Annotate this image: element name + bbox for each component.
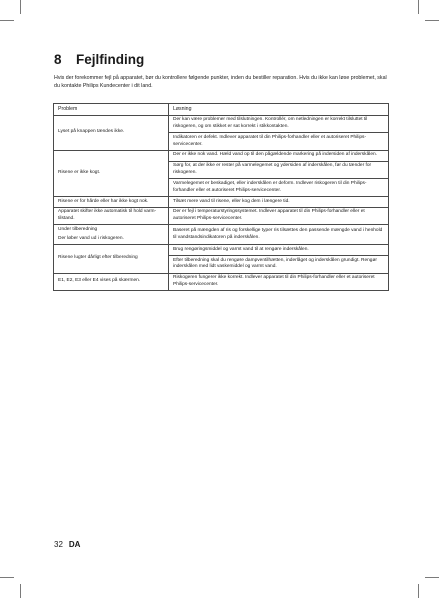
problem-cell <box>54 115 169 150</box>
crop-mark <box>425 20 439 21</box>
table-row <box>54 150 389 161</box>
crop-mark <box>0 577 14 578</box>
intro-paragraph: Hvis der forekommer fejl på apparatet, bør du kontrollere følgende punkter, inden du bestiller reparation. Hvis du ikke kan løse problemet, skal du kontakte Philips Kundecenter i dit land. <box>54 75 387 90</box>
language-code: DA <box>68 540 81 549</box>
problem-text: Risene er for hårde eller har ikke kogt nok. <box>58 198 149 204</box>
problem-cell <box>54 196 169 207</box>
problem-text: Under tilberedning <box>58 227 98 233</box>
solution-cell: Brug rengøringsmiddel og varmt vand til at rengøre inderskålen. <box>169 245 389 256</box>
problem-text: Risene lugter dårligt efter tilberedning <box>58 255 138 261</box>
section-number: 8 <box>54 52 62 67</box>
troubleshooting-table <box>53 103 389 291</box>
crop-mark <box>20 584 21 598</box>
problem-text: E1, E2, E3 eller E4 vises på skærmen. <box>58 278 141 284</box>
solution-cell: Der er fejl i temperaturstyringssystemet. Indlever apparatet til din Philips-forhandler eller et autoriseret Philips-servicecenter. <box>169 207 389 225</box>
solution-cell: Riskogeren fungerer ikke korrekt. Indlever apparatet til din Philips-forhandler eller et autoriseret Philips-servicecenter. <box>169 273 389 291</box>
section-title: Fejlfinding <box>76 52 145 67</box>
problem-text: Apparatet skifter ikke automatisk til hold varm-tilstand. <box>58 209 157 222</box>
problem-text: Risene er ikke kogt. <box>58 170 101 176</box>
solution-cell: Indikatoren er defekt. Indlever apparatet til din Philips-forhandler eller et autoriseret Philips-servicecenter. <box>169 133 389 151</box>
solution-cell: Sørg for, at der ikke er rester på varmelegemet og ydersiden af inderskålen, før du tænder for riskogeren. <box>169 161 389 179</box>
table-row <box>54 207 389 225</box>
solution-cell: Baseret på mængden af ris og forskellige typer ris tilsættes den passende mængde vand i henhold til vandstandsindikatoren på inderskålen. <box>169 225 389 245</box>
crop-mark <box>425 577 439 578</box>
solution-cell: Der kan være problemer med tilslutningen. Kontrollér, om netledningen er korrekt tilsluttet til riskogeren, og om stikket er sat korrekt i stikkontakten. <box>169 115 389 133</box>
solution-cell: Varmelegemet er beskadiget, eller inderskålen er deform. Indlever riskogeren til din Philips-forhandler eller et autoriseret Philips-servicecenter. <box>169 179 389 197</box>
table-row <box>54 115 389 133</box>
page-number: 32 <box>54 540 63 549</box>
table-row <box>54 245 389 256</box>
page-footer <box>54 540 80 549</box>
problem-text: Lyset på knappen tændes ikke. <box>58 129 125 135</box>
solution-cell: Efter tilberedning skal du rengøre dampventilhætten, inderlåget og inderskålen grundigt. Rengør inderskålen med lidt vaskemiddel og varmt vand. <box>169 255 389 273</box>
table-header-row <box>54 104 389 116</box>
problem-cell <box>54 207 169 225</box>
crop-mark <box>20 0 21 14</box>
solution-cell: Tilsæt mere vand til risene, eller kog dem i længere tid. <box>169 196 389 207</box>
table-row <box>54 196 389 207</box>
crop-mark <box>0 20 14 21</box>
table-row <box>54 225 389 245</box>
solution-cell: Der er ikke nok vand. Hæld vand op til den pågældende markering på indersiden af inderskålen. <box>169 150 389 161</box>
table-row <box>54 273 389 291</box>
column-header-problem: Problem <box>54 104 169 116</box>
column-header-solution: Løsning <box>169 104 389 116</box>
problem-cell <box>54 273 169 291</box>
problem-cell <box>54 150 169 196</box>
table-body <box>54 115 389 290</box>
problem-cell <box>54 225 169 245</box>
problem-cell <box>54 245 169 273</box>
crop-mark <box>418 584 419 598</box>
crop-mark <box>418 0 419 14</box>
section-heading <box>54 52 144 67</box>
problem-text: Der løber vand ud i riskogeren. <box>58 235 124 241</box>
